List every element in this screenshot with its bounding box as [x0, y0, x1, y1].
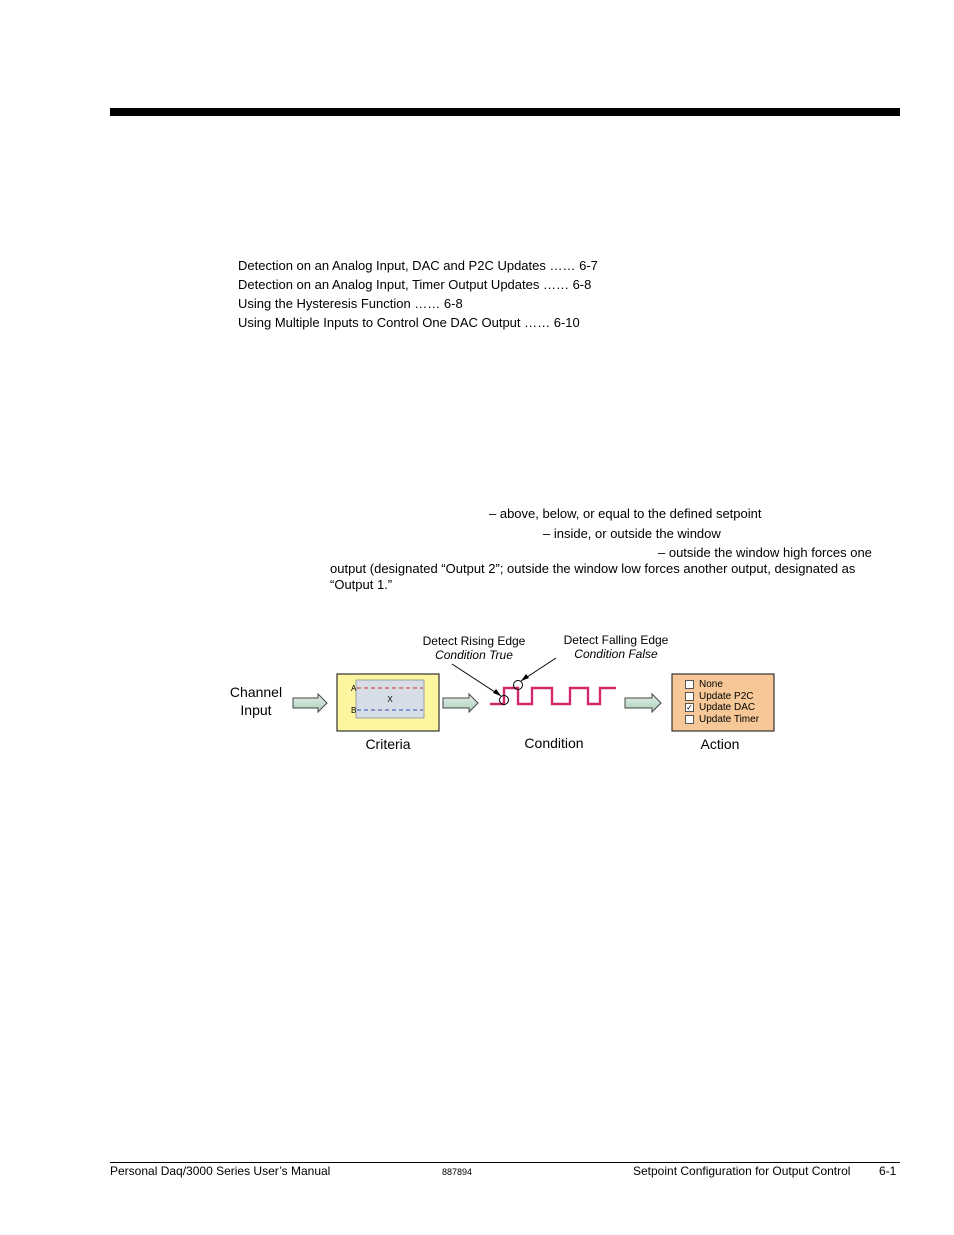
- footer-chapter-title: Setpoint Configuration for Output Control: [633, 1164, 851, 1178]
- channel-input-label-1: Channel: [229, 684, 283, 700]
- flow-arrow-icon: [293, 694, 327, 712]
- toc-item: Detection on an Analog Input, DAC and P2C Updates …… 6-7: [238, 258, 598, 273]
- channel-input-label-2: Input: [240, 702, 272, 718]
- level-a-label: A: [351, 684, 357, 693]
- rising-edge-subtitle: Condition True: [435, 648, 513, 662]
- checkbox-checked-icon: ✓: [686, 703, 693, 713]
- action-option-label: Update DAC: [699, 702, 756, 713]
- action-option-none: [685, 679, 787, 691]
- criteria-line-3: – outside the window high forces one: [658, 545, 872, 560]
- rising-edge-title: Detect Rising Edge: [422, 634, 526, 648]
- toc-item: Using Multiple Inputs to Control One DAC Output …… 6-10: [238, 315, 580, 330]
- flow-arrow-icon: [625, 694, 661, 712]
- falling-edge-title: Detect Falling Edge: [563, 633, 669, 647]
- criteria-label: Criteria: [365, 736, 411, 752]
- criteria-box: [337, 674, 439, 731]
- action-label: Action: [700, 736, 740, 752]
- action-option-update-dac: [685, 702, 787, 714]
- checkbox-empty-icon: [685, 692, 694, 701]
- level-b-label: B: [351, 706, 357, 715]
- table-of-contents: [238, 256, 598, 332]
- footer-rule: [110, 1162, 900, 1163]
- criteria-line-3-continuation: output (designated “Output 2”; outside the window low forces another output, designated as “Output 1.”: [330, 561, 856, 592]
- condition-waveform: [452, 658, 616, 705]
- chapter-header-rule: [110, 108, 900, 116]
- toc-item: Using the Hysteresis Function …… 6-8: [238, 296, 463, 311]
- action-option-label: None: [699, 679, 723, 690]
- action-options: [685, 679, 787, 725]
- falling-edge-subtitle: Condition False: [574, 647, 658, 661]
- criteria-line-1: – above, below, or equal to the defined setpoint: [489, 506, 762, 521]
- action-option-update-p2c: [685, 691, 787, 703]
- toc-item: Detection on an Analog Input, Timer Output Updates …… 6-8: [238, 277, 592, 292]
- level-x-label: X: [387, 695, 393, 704]
- flow-arrow-icon: [443, 694, 478, 712]
- footer-doc-number: 887894: [442, 1167, 473, 1177]
- checkbox-empty-icon: [685, 680, 694, 689]
- action-option-label: Update Timer: [699, 713, 760, 725]
- checkbox-empty-icon: [685, 715, 694, 724]
- criteria-line-2: – inside, or outside the window: [543, 526, 721, 541]
- footer-manual-title: Personal Daq/3000 Series User’s Manual: [110, 1164, 331, 1178]
- footer-page-number: 6-1: [879, 1164, 897, 1178]
- action-option-update-timer: [685, 714, 787, 726]
- condition-label: Condition: [524, 735, 584, 751]
- action-option-label: Update P2C: [699, 690, 754, 702]
